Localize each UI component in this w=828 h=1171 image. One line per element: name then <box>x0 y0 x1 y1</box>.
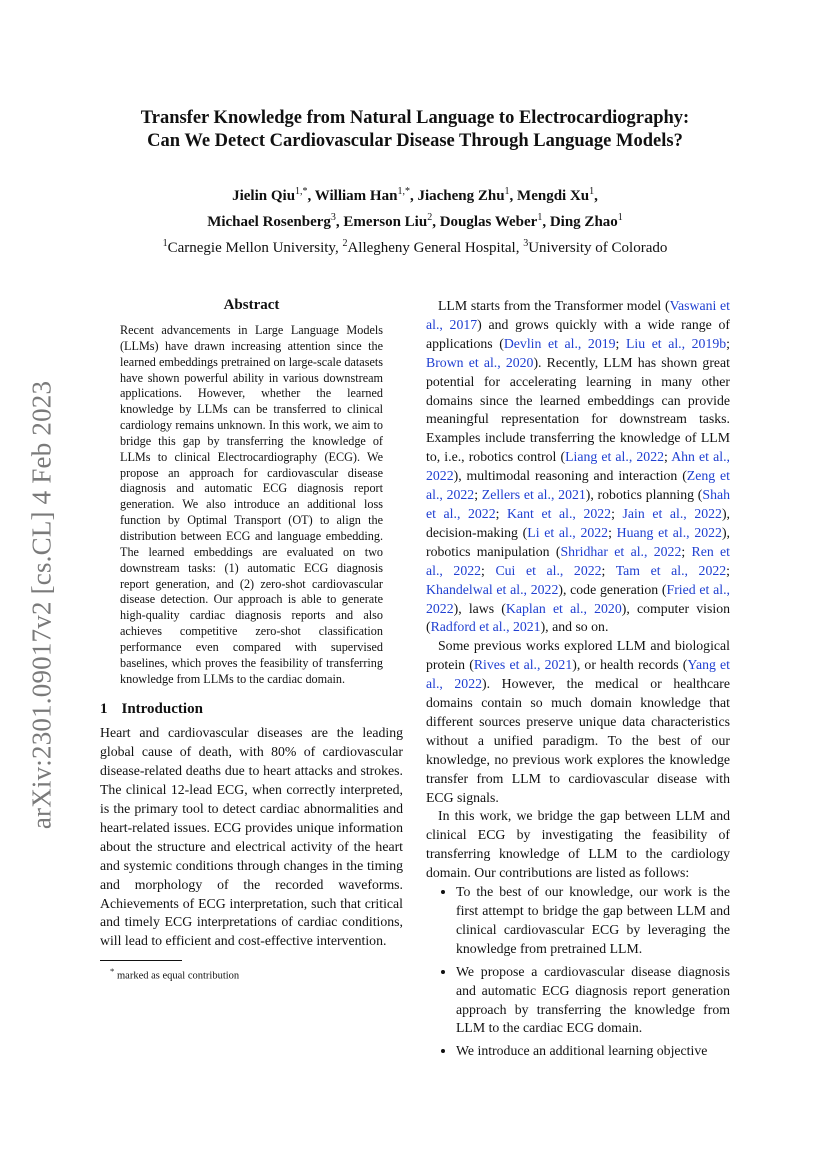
author-affiliation-mark: 1 <box>589 186 595 197</box>
footnote-text: marked as equal contribution <box>117 970 240 982</box>
paragraph-text: ; <box>474 487 482 503</box>
paragraph-text: ), code generation ( <box>558 581 667 597</box>
intro-paragraph-contributions: In this work, we bridge the gap between LLM and clinical ECG by investigating the feasibility of transferring knowledge of LLM to the cardiology domain. Our contributions are listed as follows: <box>426 808 730 881</box>
citation-link[interactable]: Kant et al., 2022 <box>507 505 612 521</box>
paragraph-text: ; <box>495 505 508 521</box>
citation-link[interactable]: Vaswani et al., 2017 <box>426 298 730 332</box>
author-affiliation-mark: 1,* <box>397 186 410 197</box>
author-name: Mengdi Xu <box>517 188 590 204</box>
paragraph-text: ; <box>611 505 623 521</box>
contribution-item: • To the best of our knowledge, our work is the first attempt to bridge the gap between LLM and clinical cardiovascular ECG by leveraging the knowledge from pretrained LLM. <box>456 883 730 959</box>
citation-link[interactable]: Zellers et al., 2021 <box>481 487 586 503</box>
paragraph-text: ), decision-making ( <box>426 505 730 540</box>
citation-link[interactable]: Shridhar et al., 2022 <box>560 543 682 559</box>
paragraph-text: ), multimodal reasoning and interaction ( <box>453 468 687 484</box>
citation-link[interactable]: Devlin et al., 2019 <box>503 335 616 351</box>
citation-link[interactable]: Radford et al., 2021 <box>430 619 541 635</box>
paragraph-text: ; <box>615 335 626 351</box>
paragraph-text: Some previous works explored LLM and biological protein ( <box>426 638 730 673</box>
citation-link[interactable]: Fried et al., 2022 <box>426 581 730 616</box>
section-heading-introduction <box>100 701 403 718</box>
paragraph-text: ), computer vision ( <box>426 600 730 635</box>
paragraph-text: ). Recently, LLM has shown great potential for accelerating learning in many other domains since the learned embeddings can provide meaningful representation for downstream tasks. Examples include transferring the knowledge of LLM to, i.e., robotics control ( <box>426 354 731 465</box>
citation-link[interactable]: Brown et al., 2020 <box>426 354 534 370</box>
citation-link[interactable]: Khandelwal et al., 2022 <box>426 581 559 597</box>
author-affiliation-mark: 3 <box>330 212 336 223</box>
paragraph-text: ) and grows quickly with a wide range of applications ( <box>426 316 730 351</box>
author-name: Jielin Qiu <box>232 188 296 204</box>
intro-paragraph-llm <box>426 297 730 637</box>
citation-link[interactable]: Kaplan et al., 2020 <box>505 600 622 616</box>
affiliation-name: University of Colorado <box>528 240 668 256</box>
abstract-text: Recent advancements in Large Language Models (LLMs) have drawn increasing attention since the learned embeddings pretrained on large-scale datasets have shown powerful ability in various downstream applications. However, whether the learned knowledge by LLMs can be transferred to clinical cardiology remains unknown. In this work, we aim to bridge this gap by transferring the knowledge of LLMs to clinical Electrocardiography (ECG). We propose an approach for cardiovascular disease diagnosis and automatic ECG diagnosis report generation. We also introduce an additional loss function by Optimal Transport (OT) to align the distribution between ECG and language embedding. The learned embeddings are evaluated on two downstream tasks: (1) automatic ECG diagnosis report generation, and (2) zero-shot cardiovascular disease detection. Our approach is able to generate high-quality cardiac diagnosis reports and also achieves competitive zero-shot classification performance even compared with supervised baselines, which proves the feasibility of transferring knowledge from LLMs to the cardiac domain. <box>120 323 383 686</box>
arxiv-sidebar <box>22 370 62 840</box>
citation-link[interactable]: Tam et al., 2022 <box>615 562 727 578</box>
paragraph-text: ), robotics planning ( <box>585 487 703 503</box>
paragraph-text: ), laws ( <box>453 600 506 616</box>
citation-link[interactable]: Zeng et al., 2022 <box>426 468 730 503</box>
footnote-divider <box>100 960 182 961</box>
footnote <box>100 965 403 983</box>
citation-link[interactable]: Ahn et al., 2022 <box>426 449 730 484</box>
citation-link[interactable]: Huang et al., 2022 <box>616 524 722 540</box>
paragraph-text: ), or health records ( <box>572 657 688 673</box>
author-affiliation-mark: 1 <box>537 212 543 223</box>
citation-link[interactable]: Rives et al., 2021 <box>473 657 573 673</box>
author-affiliation-mark: 1,* <box>295 186 308 197</box>
paragraph-text: ; <box>601 562 616 578</box>
citation-link[interactable]: Cui et al., 2022 <box>495 562 602 578</box>
intro-paragraph: Heart and cardiovascular diseases are the leading global cause of death, with 80% of cardiovascular disease-related deaths due to heart attacks and strokes. The clinical 12-lead ECG, when correctly interpreted, is the primary tool to detect cardiac abnormalities and heart-related issues. ECG provides unique information about the structure and electrical activity of the heart and systemic conditions through changes in the timing and morphology of the recorded waveforms. Achievements of ECG interpretation, such that critical and timely ECG interpretations of cardiac conditions, will lead to efficient and cost-effective intervention. <box>100 725 403 949</box>
intro-paragraph-previous-works <box>426 637 730 807</box>
paragraph-text: ), robotics manipulation ( <box>426 524 730 559</box>
citation-link[interactable]: Jain et al., 2022 <box>622 505 722 521</box>
author-list-line-1: Jielin Qiu$^{1,*}$, William Han$^{1,*}$, Jiacheng Zhu$^1$, Mengdi Xu$^1$, <box>232 186 598 204</box>
affiliation-name: Allegheny General Hospital <box>347 240 516 256</box>
paragraph-text: ; <box>481 562 496 578</box>
paragraph-text: ; <box>726 562 730 578</box>
paper-title <box>100 107 730 153</box>
left-column <box>100 297 403 983</box>
author-block <box>100 181 730 259</box>
citation-link[interactable]: Liu et al., 2019b <box>625 335 727 351</box>
contribution-list <box>426 883 730 1061</box>
paragraph-text: LLM starts from the Transformer model ( <box>438 298 670 313</box>
paragraph-text: ), and so on. <box>540 619 609 635</box>
citation-link[interactable]: Ren et al., 2022 <box>426 543 730 578</box>
arxiv-identifier: arXiv:2301.09017v2 [cs.CL] 4 Feb 2023 <box>26 380 57 830</box>
author-affiliation-mark: 2 <box>427 212 433 223</box>
title-line-2: Can We Detect Cardiovascular Disease Through Language Models? <box>147 131 683 151</box>
author-name: Emerson Liu <box>343 214 428 230</box>
author-name: William Han <box>314 188 398 204</box>
author-name: Jiacheng Zhu <box>417 188 505 204</box>
author-list-line-2: Michael Rosenberg$^3$, Emerson Liu$^2$, Douglas Weber$^1$, Ding Zhao$^1$ <box>207 212 623 230</box>
citation-link[interactable]: Yang et al., 2022 <box>426 657 730 692</box>
author-name: Douglas Weber <box>439 214 538 230</box>
paragraph-text: ; <box>681 543 692 559</box>
contribution-item: • We introduce an additional learning objective <box>456 1042 730 1061</box>
affiliation-number: 2 <box>342 238 348 249</box>
paragraph-text: ; <box>726 335 730 351</box>
paragraph-text: ; <box>664 449 672 465</box>
author-affiliation-mark: 1 <box>504 186 510 197</box>
citation-link[interactable]: Liang et al., 2022 <box>565 449 664 465</box>
author-name: Michael Rosenberg <box>207 214 331 230</box>
citation-link[interactable]: Li et al., 2022 <box>527 524 609 540</box>
footnote-mark: * <box>110 966 115 977</box>
affiliations: $^1$Carnegie Mellon University, $^2$Allegheny General Hospital, $^3$University of Colorado <box>162 238 668 256</box>
affiliation-number: 3 <box>523 238 529 249</box>
section-number: 1 <box>100 701 108 718</box>
affiliation-name: Carnegie Mellon University <box>167 240 335 256</box>
title-line-1: Transfer Knowledge from Natural Language to Electrocardiography: <box>140 108 690 128</box>
contribution-item: • We propose a cardiovascular disease diagnosis and automatic ECG diagnosis report generation approach by transferring the knowledge from LLM to the cardiac ECG domain. <box>456 963 730 1039</box>
paragraph-text: ). However, the medical or healthcare domains contain so much domain knowledge that different sources preserve unique data characteristics without a unified paradigm. To the best of our knowledge, no previous work explores the knowledge transfer from LLM to cardiovascular disease with ECG signals. <box>426 676 730 805</box>
author-name: Ding Zhao <box>549 214 618 230</box>
abstract-heading: Abstract <box>223 297 280 313</box>
citation-link[interactable]: Shah et al., 2022 <box>426 487 730 521</box>
right-column <box>426 297 730 1065</box>
paragraph-text: ; <box>608 524 617 540</box>
author-affiliation-mark: 1 <box>617 212 623 223</box>
section-title-text: Introduction <box>121 701 203 718</box>
affiliation-number: 1 <box>162 238 168 249</box>
